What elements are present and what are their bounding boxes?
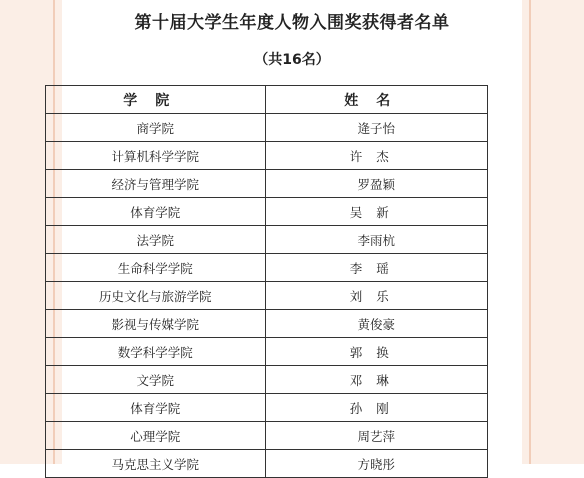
name-cell: 方晓彤 xyxy=(265,450,488,478)
college-cell: 心理学院 xyxy=(46,422,266,450)
name-cell: 郭换 xyxy=(265,338,488,366)
header-college: 学院 xyxy=(46,86,266,114)
header-name: 姓名 xyxy=(265,86,488,114)
table-row xyxy=(46,394,488,422)
college-cell: 体育学院 xyxy=(46,394,266,422)
table-row xyxy=(46,422,488,450)
table-row xyxy=(46,226,488,254)
college-cell: 数学科学学院 xyxy=(46,338,266,366)
name-cell: 许杰 xyxy=(265,142,488,170)
college-cell: 生命科学学院 xyxy=(46,254,266,282)
name-cell: 刘乐 xyxy=(265,282,488,310)
name-cell: 邓琳 xyxy=(265,366,488,394)
college-cell: 影视与传媒学院 xyxy=(46,310,266,338)
table-row xyxy=(46,366,488,394)
name-cell: 李瑶 xyxy=(265,254,488,282)
college-cell: 马克思主义学院 xyxy=(46,450,266,478)
college-cell: 商学院 xyxy=(46,114,266,142)
table-row xyxy=(46,310,488,338)
right-decorative-border xyxy=(522,0,584,464)
right-border-line xyxy=(529,0,531,464)
college-cell: 经济与管理学院 xyxy=(46,170,266,198)
name-cell: 周艺萍 xyxy=(265,422,488,450)
college-cell: 文学院 xyxy=(46,366,266,394)
award-table xyxy=(45,85,488,478)
table-row xyxy=(46,282,488,310)
table-row xyxy=(46,170,488,198)
college-cell: 历史文化与旅游学院 xyxy=(46,282,266,310)
table-row xyxy=(46,114,488,142)
college-cell: 计算机科学学院 xyxy=(46,142,266,170)
college-cell: 体育学院 xyxy=(46,198,266,226)
document-title: 第十届大学生年度人物入围奖获得者名单 xyxy=(134,13,450,33)
college-cell: 法学院 xyxy=(46,226,266,254)
name-cell: 孙刚 xyxy=(265,394,488,422)
document-subtitle: （共16名） xyxy=(254,52,330,68)
name-cell: 李雨杭 xyxy=(265,226,488,254)
table-row xyxy=(46,198,488,226)
name-cell: 吴新 xyxy=(265,198,488,226)
name-cell: 罗盈颖 xyxy=(265,170,488,198)
table-row xyxy=(46,142,488,170)
table-header-row xyxy=(46,86,488,114)
name-cell: 黄俊豪 xyxy=(265,310,488,338)
table-row xyxy=(46,254,488,282)
table-row xyxy=(46,338,488,366)
name-cell: 逄子怡 xyxy=(265,114,488,142)
